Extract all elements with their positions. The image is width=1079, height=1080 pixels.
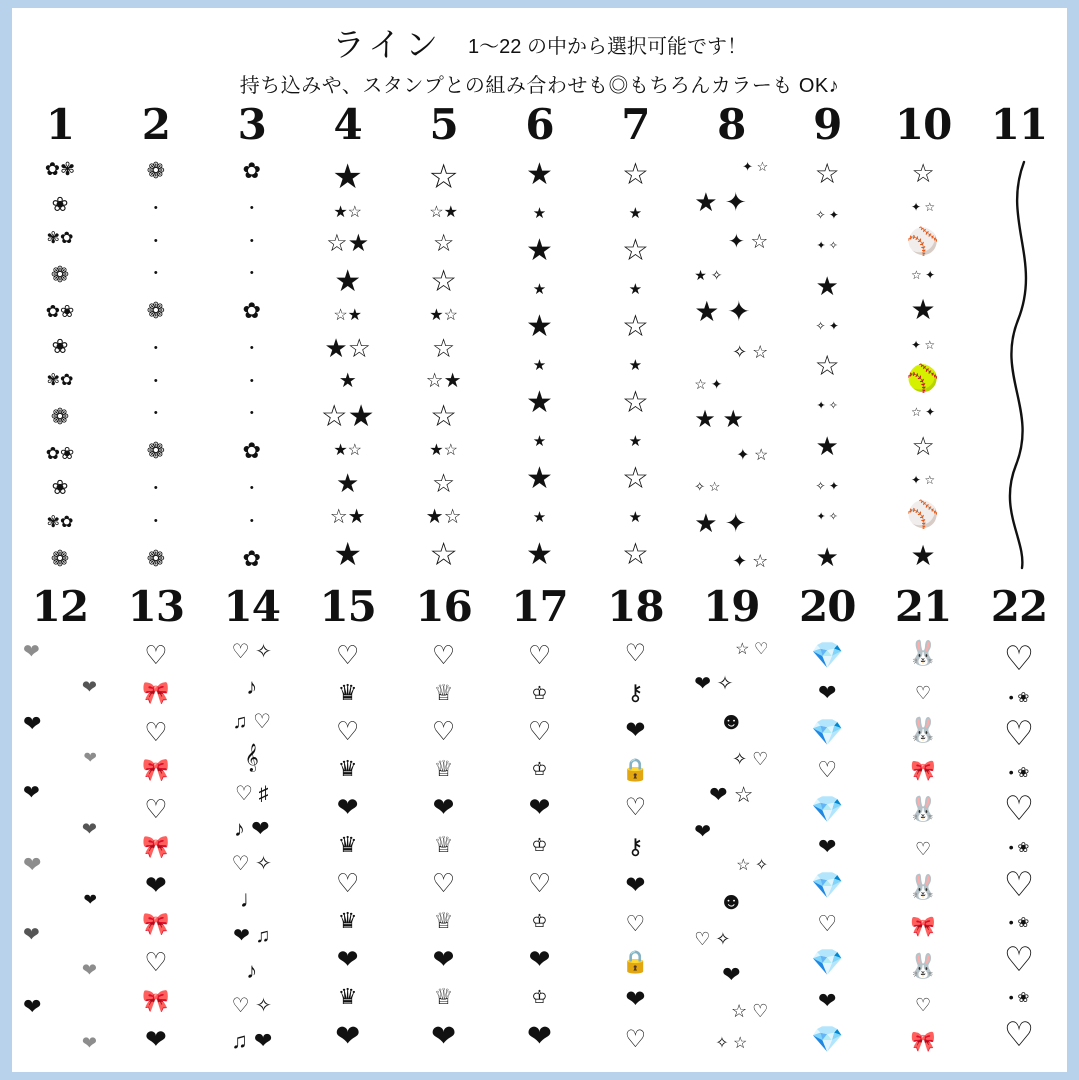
sample-cell-12[interactable] [12,582,108,1053]
hearts-music-notes-icon: ♡ ✧ ♪ ♫ ♡ 𝄞 ♡ ♯ ♪ ❤ ♡ ✧ ♩ ❤ ♫ ♪ ♡ ✧ ♫ ❤ [231,641,273,1053]
header-subtitle: 1〜22 の中から選択可能です！ [468,36,747,58]
stars-sparkle-mixed-icon: ☆ ✧ ✦ ✦ ✧ ★ ✧ ✦ ☆ ✦ ✧ ★ ✧ ✦ ✦ ✧ ★ [814,158,840,572]
sample-cell-16[interactable] [396,582,492,1053]
sample-cell-9[interactable] [779,100,875,572]
sample-number: 1 [45,100,75,149]
hearts-key-lock-icon: ♡ ⚷ ❤ 🔒 ♡ ⚷ ❤ ♡ 🔒 ❤ ♡ [621,640,650,1053]
stars-outline-icon: ☆ ☆★ ☆ ☆ ★☆ ☆ ☆★ ☆ ★☆ ☆ ★☆ ☆ [425,158,462,572]
sample-cell-3[interactable] [204,100,300,571]
sample-number: 19 [703,582,760,631]
sample-row-top [12,100,1067,572]
sample-cell-5[interactable] [396,100,492,572]
stars-scatter-solid-icon: ✦ ☆ ★ ✦ ✦ ☆ ★ ✧ ★ ✦ ✧ ☆ ☆ ✦ ★ ★ ✦ ☆ ✧ ☆ ★ ✦ ✦ ☆ [694,159,769,571]
sample-cell-18[interactable] [587,582,683,1053]
sample-number: 8 [717,100,746,149]
sample-number: 3 [237,100,266,149]
sample-sheet [12,8,1067,1072]
wavy-line-icon [982,160,1056,570]
sample-number: 20 [798,582,856,631]
sample-number: 18 [607,582,664,631]
baseball-glove-star-icon: ☆ ✦ ☆ ⚾ ☆ ✦ ★ ✦ ☆ 🥎 ☆ ✦ ☆ ✦ ☆ ⚾ ★ [906,158,940,571]
hearts-mouse-wings-icon: ☆ ♡ ❤ ✧ ☻ ✧ ♡ ❤ ☆ ❤ ☆ ✧ ☻ ♡ ✧ ❤ ☆ ♡ ✧ ☆ [694,641,769,1052]
sample-cell-13[interactable] [108,582,204,1054]
sample-number: 9 [813,100,842,149]
hearts-crown-solid-icon: ♡ ♛ ♡ ♛ ❤ ♛ ♡ ♛ ❤ ♛ ❤ [335,640,361,1053]
hearts-gradient-icon: ❤ ❤ ❤ ❤ ❤ ❤ ❤ ❤ ❤ ❤ ❤ ❤ [22,641,97,1053]
sample-number: 22 [990,582,1048,631]
header-note: 持ち込みや、スタンプとの組み合わせも◎もちろんカラーも OK♪ [239,75,840,97]
sample-number: 11 [990,100,1048,149]
hearts-ribbon-icon: ♡ 🎀 ♡ 🎀 ♡ 🎀 ❤ 🎀 ♡ 🎀 ❤ [142,640,170,1054]
flowers-mixed-icon: ✿✾ ❀ ✾✿ ❁ ✿❀ ❀ ✾✿ ❁ ✿❀ ❀ ✾✿ ❁ [44,159,76,571]
sample-cell-19[interactable] [683,582,779,1052]
sample-row-bottom [12,582,1067,1054]
sample-cell-22[interactable] [971,582,1067,1054]
sample-cell-17[interactable] [492,582,588,1053]
stars-outline-spaced-icon: ☆ ★ ☆ ★ ☆ ★ ☆ ★ ☆ ★ ☆ [621,158,649,571]
sample-cell-20[interactable] [779,582,875,1054]
sample-number: 15 [319,582,376,631]
sample-cell-14[interactable] [204,582,300,1053]
sample-number: 12 [31,582,89,631]
sample-cell-1[interactable] [12,100,108,571]
sample-number: 16 [415,582,472,631]
sample-number: 7 [621,100,650,149]
sample-number: 4 [333,100,362,149]
sample-cell-6[interactable] [492,100,588,571]
sample-number: 13 [127,582,185,631]
sample-cell-10[interactable] [875,100,971,571]
sample-cell-7[interactable] [587,100,683,571]
sample-cell-21[interactable] [875,582,971,1053]
rabbit-ribbon-icon: 🐰 ♡ 🐰 🎀 🐰 ♡ 🐰 🎀 🐰 ♡ 🎀 [908,640,939,1053]
sample-number: 17 [511,582,568,631]
sample-number: 5 [429,100,458,149]
sample-cell-11[interactable] [971,100,1067,570]
hearts-diamond-icon: 💎 ❤ 💎 ♡ 💎 ❤ 💎 ♡ 💎 ❤ 💎 [811,640,844,1054]
sample-number: 14 [223,582,280,631]
stars-solid-icon: ★ ★☆ ☆★ ★ ☆★ ★☆ ★ ☆★ ★☆ ★ ☆★ ★ [320,158,375,572]
hearts-crown-small-icon: ♡ ♔ ♡ ♔ ❤ ♔ ♡ ♔ ❤ ♔ ❤ [526,640,553,1053]
stars-solid-spaced-icon: ★ ★ ★ ★ ★ ★ ★ ★ ★ ★ ★ [526,158,553,571]
sample-number: 10 [894,100,952,149]
sample-cell-8[interactable] [683,100,779,571]
hearts-crown-outline-icon: ♡ ♕ ♡ ♕ ❤ ♕ ♡ ♕ ❤ ♕ ❤ [431,640,457,1053]
header-block [12,28,1067,98]
sample-number: 6 [525,100,554,149]
sample-cell-2[interactable] [108,100,204,571]
flower-outline-dots-icon: ❁ • • • ❁ • • • ❁ • • ❁ [146,158,166,571]
page-title: ライン [332,26,443,63]
sample-number: 2 [141,100,170,149]
sample-cell-15[interactable] [300,582,396,1053]
sample-number: 21 [894,582,952,631]
hearts-outline-dots-icon: ♡ • ❀ ♡ • ❀ ♡ • ❀ ♡ • ❀ ♡ • ❀ ♡ [1003,640,1035,1054]
sample-cell-4[interactable] [300,100,396,572]
header-line-1 [12,28,1067,61]
flower-solid-dots-icon: ✿ • • • ✿ • • • ✿ • • ✿ [242,158,261,571]
